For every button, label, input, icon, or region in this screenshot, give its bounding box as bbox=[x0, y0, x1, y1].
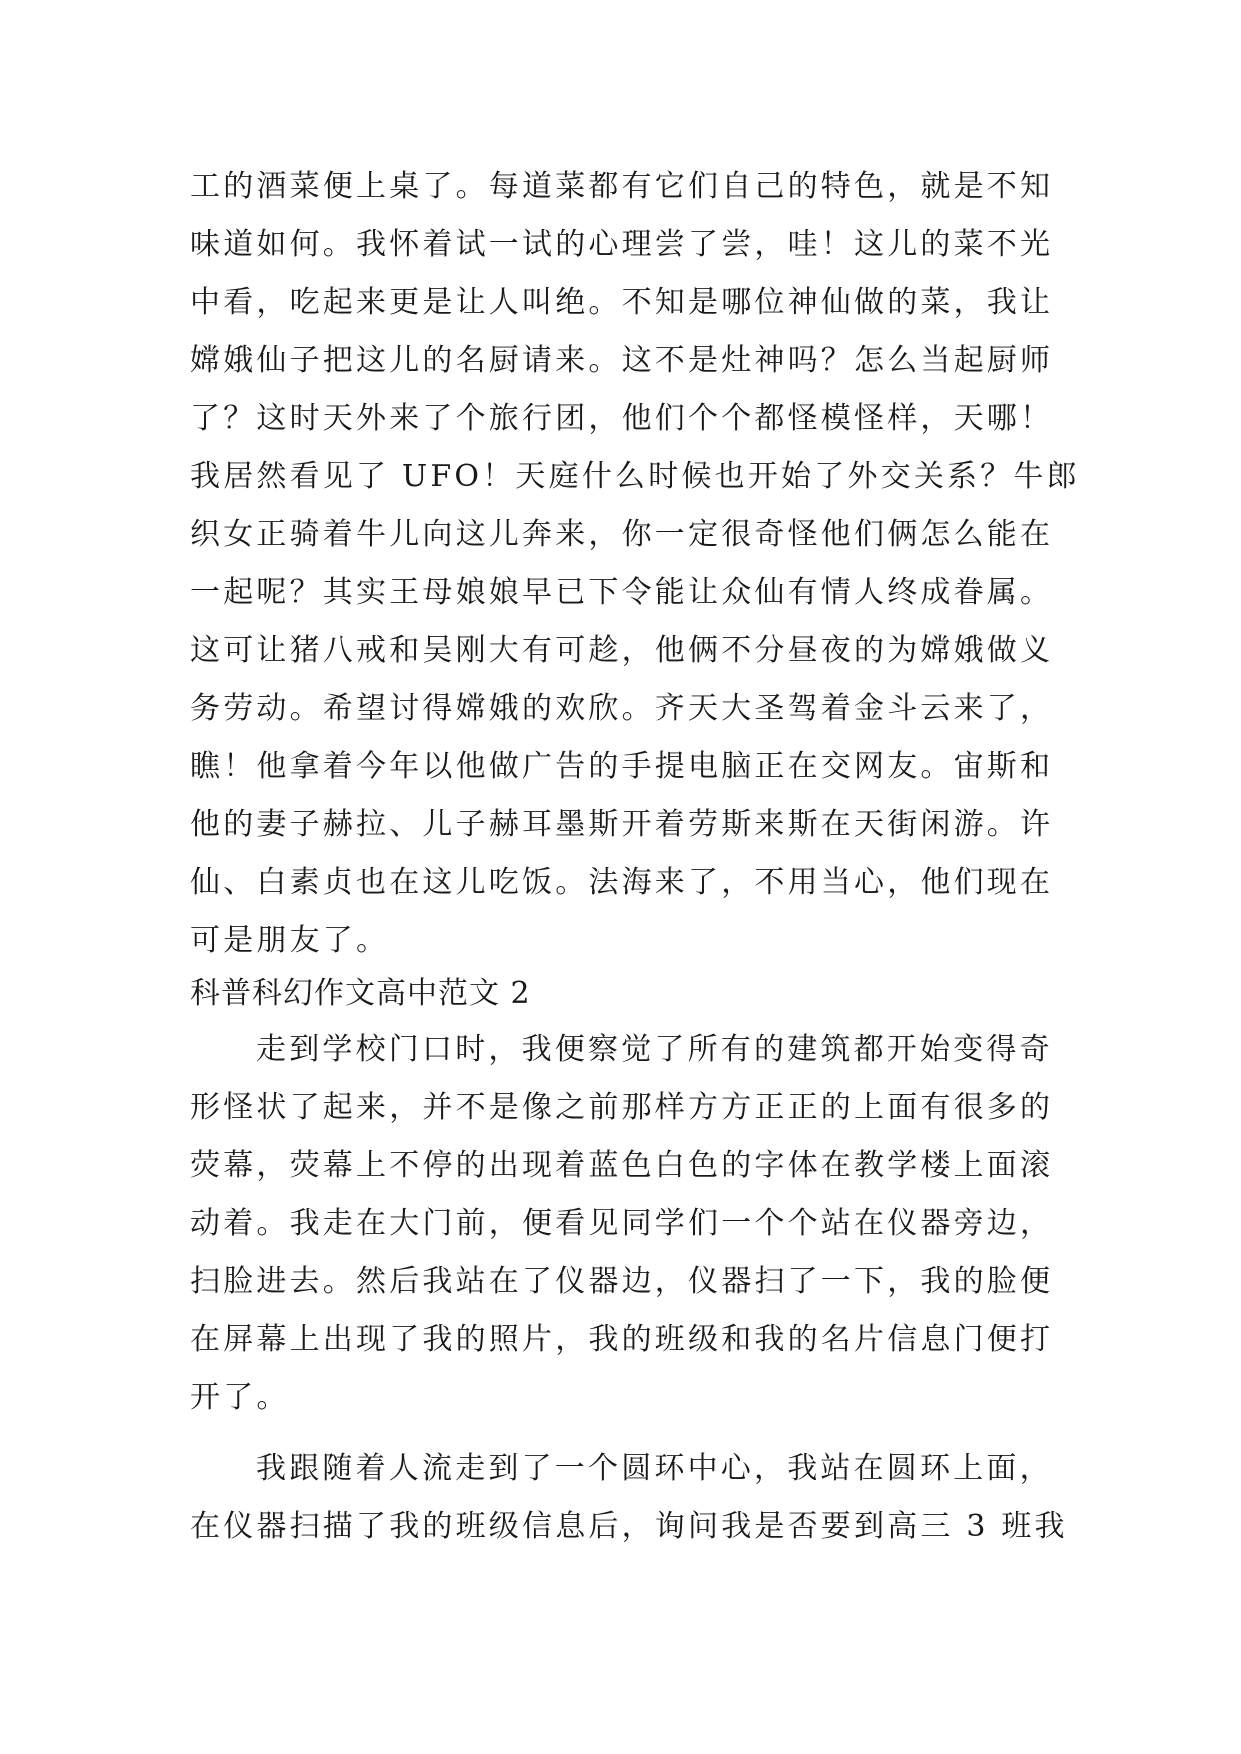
text-line: 开了。 bbox=[190, 1380, 290, 1415]
text-line: 形怪状了起来，并不是像之前那样方方正正的上面有很多的 bbox=[190, 1090, 1054, 1125]
text-line: 走到学校门口时，我便察觉了所有的建筑都开始变得奇 bbox=[256, 1032, 1053, 1067]
text-line: 我跟随着人流走到了一个圆环中心，我站在圆环上面， bbox=[256, 1451, 1053, 1486]
text-line: 一起呢？其实王母娘娘早已下令能让众仙有情人终成眷属。 bbox=[190, 575, 1054, 610]
text-line: 荧幕，荧幕上不停的出现着蓝色白色的字体在教学楼上面滚 bbox=[190, 1148, 1054, 1183]
paragraph-1 bbox=[190, 1021, 1070, 1427]
text-line: 工的酒菜便上桌了。每道菜都有它们自己的特色，就是不知 bbox=[190, 169, 1054, 204]
paragraph-2 bbox=[190, 1440, 1070, 1556]
text-line: 他的妻子赫拉、儿子赫耳墨斯开着劳斯来斯在天街闲游。许 bbox=[190, 807, 1054, 842]
text-line: 织女正骑着牛儿向这儿奔来，你一定很奇怪他们俩怎么能在 bbox=[190, 517, 1054, 552]
text-line: 在屏幕上出现了我的照片，我的班级和我的名片信息门便打 bbox=[190, 1322, 1054, 1357]
text-line: 务劳动。希望讨得嫦娥的欢欣。齐天大圣驾着金斗云来了， bbox=[190, 691, 1054, 726]
text-line: 中看，吃起来更是让人叫绝。不知是哪位神仙做的菜，我让 bbox=[190, 285, 1054, 320]
text-line: 可是朋友了。 bbox=[190, 923, 390, 958]
document-body bbox=[190, 158, 1080, 1556]
text-line: 了？这时天外来了个旅行团，他们个个都怪模怪样，天哪！ bbox=[190, 401, 1054, 436]
text-line: 在仪器扫描了我的班级信息后，询问我是否要到高三 3 班我 bbox=[190, 1509, 1068, 1544]
section-heading: 科普科幻作文高中范文 2 bbox=[190, 976, 531, 1011]
text-line: 瞧！他拿着今年以他做广告的手提电脑正在交网友。宙斯和 bbox=[190, 749, 1054, 784]
text-line: 嫦娥仙子把这儿的名厨请来。这不是灶神吗？怎么当起厨师 bbox=[190, 343, 1054, 378]
text-line: 这可让猪八戒和吴刚大有可趁，他俩不分昼夜的为嫦娥做义 bbox=[190, 633, 1054, 668]
text-line: 仙、白素贞也在这儿吃饭。法海来了，不用当心，他们现在 bbox=[190, 865, 1054, 900]
text-line: 动着。我走在大门前，便看见同学们一个个站在仪器旁边， bbox=[190, 1206, 1054, 1241]
text-line: 味道如何。我怀着试一试的心理尝了尝，哇！这儿的菜不光 bbox=[190, 227, 1054, 262]
text-line: 扫脸进去。然后我站在了仪器边，仪器扫了一下，我的脸便 bbox=[190, 1264, 1054, 1299]
continued-paragraph bbox=[190, 158, 1080, 970]
text-line: 我居然看见了 UFO！天庭什么时候也开始了外交关系？牛郎 bbox=[190, 459, 1080, 494]
